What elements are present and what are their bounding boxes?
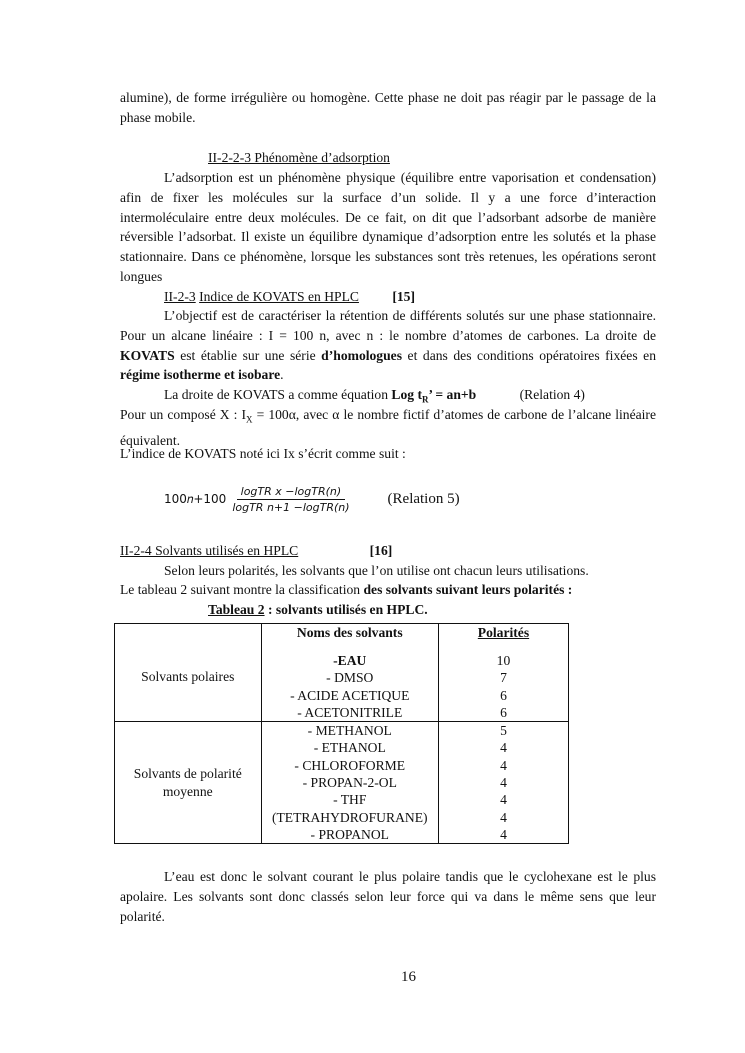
polarity-value: 4 [500, 757, 507, 773]
solvent-name: - METHANOL [307, 723, 392, 739]
paragraph-solvents-intro: Selon leurs polarités, les solvants que l’on utilise ont chacun leurs utilisations. [164, 563, 589, 578]
kovats-text-1: L’objectif est de caractériser la rétention de différents solutés sur une phase stationnaire. Pour un alcane linéaire : I = 100 n, avec n : le nombre d’atomes de carbones. La droite de [120, 308, 656, 343]
solvent-name: - ETHANOL [313, 740, 386, 756]
section-2-2-3-reference: [15] [392, 289, 416, 304]
paragraph-kovats-compound: Pour un composé X : $I_X = 100\alpha$, avec α le nombre fictif d’atomes de carbone de l’alcane linéaire équivalent. [120, 407, 656, 448]
relation-4-label: (Relation 4) [519, 387, 585, 402]
section-2-2-4-title: II-2-4 Solvants utilisés en HPLC [120, 543, 299, 558]
table-caption-text: : solvants utilisés en HPLC. [264, 602, 428, 617]
table-row [115, 624, 569, 653]
paragraph-kovats-objective [120, 306, 656, 385]
solvent-name: - THF [333, 792, 367, 808]
polarity-value: 4 [500, 740, 507, 756]
page-number: 16 [401, 969, 416, 985]
header-names: Noms des solvants [261, 624, 438, 653]
paragraph-conclusion: L’eau est donc le solvant courant le plus polaire tandis que le cyclohexane est le plus apolaire. Les solvants sont donc classés selon leur force qui va dans le même sens que leur polarité. [120, 869, 656, 924]
kovats-bold-regime: régime isotherme et isobare [120, 367, 281, 383]
section-2-2-4-reference: [16] [369, 543, 393, 558]
paragraph-adsorption: L’adsorption est un phénomène physique (équilibre entre vaporisation et condensation) afin de fixer les molécules sur la surface d’un solide. Il y a une force d’interaction intermoléculaire entre deux molécules. De ce fait, on dit que l’adsorbant adsorbe de manière réversible l’adsorbat. Il existe un équilibre dynamique d’adsorption entre les solutés et la phase stationnaire. Dans ce phénomène, lorsque les substances sont très retenues, les opérations seront longues [120, 170, 656, 284]
kovats-bold-homologues: d’homologues [321, 347, 402, 363]
solvents-table [114, 623, 569, 844]
polarity-value: 6 [500, 687, 507, 703]
section-2-2-4-heading [120, 541, 392, 561]
polarity-value: 5 [500, 723, 507, 739]
solvent-name: (TETRAHYDROFURANE) [271, 809, 428, 825]
polarity-value: 10 [496, 653, 511, 668]
kovats-text-2: est établie sur une série [174, 347, 322, 363]
table-caption-label: Tableau 2 [208, 602, 265, 617]
polarity-value: 6 [500, 704, 507, 720]
solvent-name: - CHLOROFORME [294, 757, 406, 773]
formula-lead: 100𝑛+100 [164, 492, 227, 506]
formula-denominator: logTR n+1 −logTR(n) [232, 501, 350, 514]
section-2-2-3-heading [164, 287, 415, 307]
solvent-name: - ACIDE ACETIQUE [290, 687, 410, 703]
relation-5-label: (Relation 5) [387, 491, 460, 507]
solvent-name: - PROPANOL [310, 826, 389, 842]
polarity-value: 4 [500, 826, 507, 842]
group-label-medium: Solvants de polarité moyenne [115, 722, 262, 844]
kovats-bold-kovats: KOVATS [120, 347, 175, 363]
group-label-polar: Solvants polaires [115, 624, 262, 722]
header-polarity: Polarités [438, 624, 568, 653]
solvent-name: -EAU [333, 653, 367, 668]
section-2-2-3-title: Indice de KOVATS en HPLC [199, 289, 359, 304]
section-2-2-2-3-title: II-2-2-3 Phénomène d’adsorption [208, 150, 390, 165]
polarity-value: 4 [500, 792, 507, 808]
solvent-name: - DMSO [326, 670, 374, 686]
kovats-equation-formula: Log $t_R$’ = an+b [391, 387, 477, 405]
kovats-equation-text: La droite de KOVATS a comme équation [164, 387, 392, 402]
group2-values-cell [438, 722, 568, 844]
formula-fraction [228, 485, 353, 514]
section-2-2-3-number: II-2-3 [164, 289, 196, 304]
formula-numerator: logTR x −logTR(n) [237, 485, 346, 500]
paragraph-solvents-table-intro: Le tableau 2 suivant montre la classification des solvants suivant leurs polarités : [120, 582, 573, 597]
paragraph-intro: alumine), de forme irrégulière ou homogène. Cette phase ne doit pas réagir par le passage de la phase mobile. [120, 90, 656, 125]
paragraph-kovats-index: L’indice de KOVATS noté ici Ix s’écrit comme suit : [120, 446, 406, 461]
polarity-value: 7 [500, 670, 507, 686]
table-caption [208, 600, 428, 620]
kovats-text-4: . [280, 367, 284, 383]
group2-names-cell [261, 722, 438, 844]
group1-names-cell [261, 652, 438, 722]
polarity-value: 4 [500, 809, 507, 825]
solvent-name: - PROPAN-2-OL [302, 775, 397, 791]
kovats-index-formula [164, 485, 460, 514]
group1-values-cell [438, 652, 568, 722]
polarity-value: 4 [500, 775, 507, 791]
kovats-text-3: et dans des conditions opératoires fixées en [402, 347, 656, 363]
table-row [115, 722, 569, 844]
solvent-name: - ACETONITRILE [297, 704, 403, 720]
